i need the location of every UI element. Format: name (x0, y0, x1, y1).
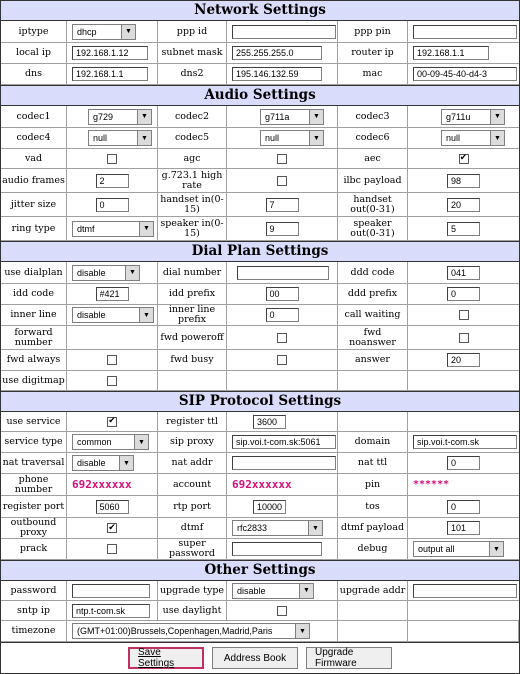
daylight-label: use daylight (158, 601, 227, 621)
regttl-label: register ttl (158, 412, 227, 432)
agc-label: agc (158, 149, 227, 169)
password-cell (67, 581, 158, 601)
useservice-checkbox[interactable]: ✔ (108, 416, 116, 426)
aec-label: aec (338, 149, 408, 169)
fwdalways-checkbox[interactable] (107, 355, 117, 365)
sipproxy-input[interactable] (232, 435, 336, 449)
upgradeaddr-input[interactable] (413, 584, 517, 598)
codec1-cell (67, 106, 158, 128)
chevron-down-icon: ▼ (489, 542, 503, 556)
codec2-select[interactable]: g711a ▼ (260, 109, 324, 125)
jitter-cell (67, 193, 158, 217)
mac-input[interactable] (413, 67, 517, 81)
ilbc-input[interactable] (447, 174, 480, 188)
fwdnum-cell (67, 326, 158, 350)
codec5-select[interactable]: null ▼ (260, 130, 324, 146)
upgradeaddr-cell (408, 581, 519, 601)
useservice-label: use service (1, 412, 67, 432)
empty-cell (338, 371, 408, 391)
aec-cell (408, 149, 519, 169)
rtpport-cell (227, 496, 338, 518)
ppppin-input[interactable] (413, 25, 517, 39)
domain-input[interactable] (413, 435, 517, 449)
save-settings-button[interactable]: Save Settings (128, 647, 204, 669)
sntp-input[interactable] (72, 604, 150, 618)
handsetout-input[interactable] (447, 198, 480, 212)
natttl-input[interactable] (447, 456, 480, 470)
nataddr-cell (227, 453, 338, 474)
timezone-label: timezone (1, 621, 67, 642)
debug-label: debug (338, 539, 408, 560)
dialnum-cell (227, 262, 338, 284)
fwdnoanswer-checkbox[interactable] (459, 333, 469, 343)
sntp-label: sntp ip (1, 601, 67, 621)
ddd-label: ddd code (338, 262, 408, 284)
tos-cell (408, 496, 519, 518)
iddprefix-cell (227, 284, 338, 305)
dns2-input[interactable] (232, 67, 322, 81)
chevron-down-icon: ▼ (137, 110, 151, 124)
chevron-down-icon: ▼ (125, 266, 139, 280)
fwdpoweroff-checkbox[interactable] (277, 333, 287, 343)
router-label: router ip (338, 43, 408, 64)
natttl-label: nat ttl (338, 453, 408, 474)
timezone-select[interactable]: (GMT+01:00)Brussels,Copenhagen,Madrid,Paris ▼ (72, 623, 310, 639)
speakerin-input[interactable] (266, 222, 299, 236)
dns2-cell (227, 64, 338, 85)
servicetype-cell (67, 432, 158, 453)
mac-label: mac (338, 64, 408, 85)
account-cell (227, 474, 338, 496)
chevron-down-icon: ▼ (308, 521, 322, 535)
codec3-select[interactable]: g711u ▼ (441, 109, 505, 125)
prack-cell (67, 539, 158, 560)
servicetype-label: service type (1, 432, 67, 453)
timezone-cell (67, 621, 338, 642)
phone-number-value: 692xxxxxx (72, 478, 132, 491)
nat-select[interactable]: disable ▼ (72, 455, 134, 471)
answer-cell (408, 350, 519, 371)
phone-label: phone number (1, 474, 67, 496)
address-book-button[interactable]: Address Book (212, 647, 298, 669)
speakerout-label: speaker out(0-31) (338, 217, 408, 241)
frames-label: audio frames (1, 169, 67, 193)
ddd-cell (408, 262, 519, 284)
inner-label: inner line (1, 305, 67, 326)
domain-label: domain (338, 432, 408, 453)
usedial-label: use dialplan (1, 262, 67, 284)
fwdnoanswer-label: fwd noanswer (338, 326, 408, 350)
section-network-title: Network Settings (1, 1, 519, 21)
phone-cell (67, 474, 158, 496)
section-audio-title: Audio Settings (1, 85, 519, 106)
chevron-down-icon: ▼ (139, 308, 153, 322)
ilbc-label: ilbc payload (338, 169, 408, 193)
regport-input[interactable] (96, 500, 129, 514)
chevron-down-icon: ▼ (309, 131, 323, 145)
tos-label: tos (338, 496, 408, 518)
pin-cell (408, 474, 519, 496)
subnet-label: subnet mask (158, 43, 227, 64)
innerprefix-cell (227, 305, 338, 326)
ddd-input[interactable] (447, 266, 480, 280)
mac-cell (408, 64, 519, 85)
empty-cell (408, 371, 519, 391)
ppppin-label: ppp pin (338, 21, 408, 43)
digitmap-cell (67, 371, 158, 391)
rtpport-input[interactable] (253, 500, 286, 514)
upgradeaddr-label: upgrade addr (338, 581, 408, 601)
frames-cell (67, 169, 158, 193)
codec1-select[interactable]: g729 ▼ (88, 109, 152, 125)
idd-cell (67, 284, 158, 305)
sipproxy-cell (227, 432, 338, 453)
dialnum-label: dial number (158, 262, 227, 284)
superpw-input[interactable] (232, 542, 322, 556)
vad-checkbox[interactable] (107, 154, 117, 164)
empty-cell (408, 621, 519, 642)
dns-label: dns (1, 64, 67, 85)
dns-cell (67, 64, 158, 85)
outbound-label: outbound proxy (1, 518, 67, 539)
callwait-label: call waiting (338, 305, 408, 326)
daylight-cell (227, 601, 338, 621)
handsetout-cell (408, 193, 519, 217)
daylight-checkbox[interactable] (277, 606, 287, 616)
fwdnum-label: forward number (1, 326, 67, 350)
codec5-label: codec5 (158, 128, 227, 149)
outbound-checkbox[interactable]: ✔ (108, 522, 116, 533)
g7231-cell (227, 169, 338, 193)
iptype-label: iptype (1, 21, 67, 43)
section-sip-title: SIP Protocol Settings (1, 391, 519, 412)
innerprefix-label: inner line prefix (158, 305, 227, 326)
nataddr-input[interactable] (232, 456, 336, 470)
speakerin-cell (227, 217, 338, 241)
ring-select[interactable]: dtmf ▼ (72, 221, 154, 237)
debug-select[interactable]: output all ▼ (413, 541, 504, 557)
chevron-down-icon: ▼ (490, 110, 504, 124)
section-dialplan-title: Dial Plan Settings (1, 241, 519, 262)
sip-grid (1, 412, 519, 560)
codec4-cell (67, 128, 158, 149)
empty-cell (338, 621, 408, 642)
codec4-label: codec4 (1, 128, 67, 149)
dtmfpayload-cell (408, 518, 519, 539)
subnet-input[interactable] (232, 46, 322, 60)
servicetype-select[interactable]: common ▼ (72, 434, 149, 450)
regttl-input[interactable] (253, 415, 286, 429)
audio-grid (1, 106, 519, 241)
regport-label: register port (1, 496, 67, 518)
chevron-down-icon: ▼ (121, 25, 135, 39)
chevron-down-icon: ▼ (309, 110, 323, 124)
usedial-select[interactable]: disable ▼ (72, 265, 140, 281)
inner-select[interactable]: disable ▼ (72, 307, 154, 323)
network-grid (1, 21, 519, 85)
fwdbusy-label: fwd busy (158, 350, 227, 371)
usedial-cell (67, 262, 158, 284)
jitter-input[interactable] (96, 198, 129, 212)
pppid-input[interactable] (232, 25, 336, 39)
chevron-down-icon: ▼ (295, 624, 309, 638)
g7231-label: g.723.1 high rate (158, 169, 227, 193)
password-input[interactable] (72, 584, 150, 598)
fwdnoanswer-cell (408, 326, 519, 350)
prack-label: prack (1, 539, 67, 560)
dns-input[interactable] (72, 67, 148, 81)
fwdbusy-checkbox[interactable] (277, 355, 287, 365)
fwdalways-cell (67, 350, 158, 371)
nataddr-label: nat addr (158, 453, 227, 474)
account-label: account (158, 474, 227, 496)
empty-cell (338, 601, 408, 621)
router-input[interactable] (413, 46, 489, 60)
superpw-label: super password (158, 539, 227, 560)
frames-input[interactable] (96, 174, 129, 188)
speakerin-label: speaker in(0-15) (158, 217, 227, 241)
localip-cell (67, 43, 158, 64)
dtmf-label: dtmf (158, 518, 227, 539)
handsetin-input[interactable] (266, 198, 299, 212)
digitmap-label: use digitmap (1, 371, 67, 391)
handsetin-cell (227, 193, 338, 217)
subnet-cell (227, 43, 338, 64)
vad-cell (67, 149, 158, 169)
chevron-down-icon: ▼ (490, 131, 504, 145)
innerprefix-input[interactable] (266, 308, 299, 322)
dialplan-grid (1, 262, 519, 391)
handsetout-label: handset out(0-31) (338, 193, 408, 217)
chevron-down-icon: ▼ (119, 456, 133, 470)
regport-cell (67, 496, 158, 518)
agc-cell (227, 149, 338, 169)
router-cell (408, 43, 519, 64)
codec3-cell (408, 106, 519, 128)
dddprefix-cell (408, 284, 519, 305)
button-row (1, 642, 519, 673)
iptype-select[interactable]: dhcp ▼ (72, 24, 136, 40)
dtmfpayload-label: dtmf payload (338, 518, 408, 539)
localip-label: local ip (1, 43, 67, 64)
jitter-label: jitter size (1, 193, 67, 217)
empty-cell (227, 371, 338, 391)
idd-input[interactable] (96, 287, 129, 301)
sntp-cell (67, 601, 158, 621)
ppppin-cell (408, 21, 519, 43)
dddprefix-input[interactable] (447, 287, 480, 301)
empty-cell (158, 371, 227, 391)
other-grid (1, 581, 519, 642)
useservice-cell (67, 412, 158, 432)
g7231-checkbox[interactable] (277, 176, 287, 186)
nat-label: nat traversal (1, 453, 67, 474)
prack-checkbox[interactable] (107, 544, 117, 554)
codec4-select[interactable]: null ▼ (88, 130, 152, 146)
pin-label: pin (338, 474, 408, 496)
upgradetype-label: upgrade type (158, 581, 227, 601)
chevron-down-icon: ▼ (139, 222, 153, 236)
account-value: 692xxxxxx (232, 478, 292, 491)
nat-cell (67, 453, 158, 474)
inner-cell (67, 305, 158, 326)
sipproxy-label: sip proxy (158, 432, 227, 453)
speakerout-cell (408, 217, 519, 241)
pppid-label: ppp id (158, 21, 227, 43)
codec1-label: codec1 (1, 106, 67, 128)
digitmap-checkbox[interactable] (107, 376, 117, 386)
chevron-down-icon: ▼ (299, 584, 313, 598)
tos-input[interactable] (447, 500, 480, 514)
empty-cell (408, 412, 519, 432)
regttl-cell (227, 412, 338, 432)
fwdalways-label: fwd always (1, 350, 67, 371)
handsetin-label: handset in(0-15) (158, 193, 227, 217)
upgradetype-cell (227, 581, 338, 601)
rtpport-label: rtp port (158, 496, 227, 518)
codec6-select[interactable]: null ▼ (441, 130, 505, 146)
debug-cell (408, 539, 519, 560)
callwait-checkbox[interactable] (459, 310, 469, 320)
answer-label: answer (338, 350, 408, 371)
idd-label: idd code (1, 284, 67, 305)
dialnum-input[interactable] (237, 266, 329, 280)
upgrade-firmware-button[interactable]: Upgrade Firmware (306, 647, 392, 669)
empty-cell (408, 601, 519, 621)
codec2-cell (227, 106, 338, 128)
localip-input[interactable] (72, 46, 148, 60)
codec5-cell (227, 128, 338, 149)
speakerout-input[interactable] (447, 222, 480, 236)
natttl-cell (408, 453, 519, 474)
dddprefix-label: ddd prefix (338, 284, 408, 305)
fwdbusy-cell (227, 350, 338, 371)
superpw-cell (227, 539, 338, 560)
chevron-down-icon: ▼ (134, 435, 148, 449)
ring-label: ring type (1, 217, 67, 241)
password-label: password (1, 581, 67, 601)
agc-checkbox[interactable] (277, 154, 287, 164)
iddprefix-label: idd prefix (158, 284, 227, 305)
dtmf-cell (227, 518, 338, 539)
outbound-cell (67, 518, 158, 539)
fwdpoweroff-label: fwd poweroff (158, 326, 227, 350)
dtmfpayload-input[interactable] (447, 521, 480, 535)
ilbc-cell (408, 169, 519, 193)
vad-label: vad (1, 149, 67, 169)
codec6-label: codec6 (338, 128, 408, 149)
iddprefix-input[interactable] (266, 287, 299, 301)
callwait-cell (408, 305, 519, 326)
codec6-cell (408, 128, 519, 149)
pin-value: ****** (413, 479, 450, 490)
upgradetype-select[interactable]: disable ▼ (232, 583, 314, 599)
pppid-cell (227, 21, 338, 43)
chevron-down-icon: ▼ (137, 131, 151, 145)
aec-checkbox[interactable]: ✔ (459, 153, 468, 163)
dns2-label: dns2 (158, 64, 227, 85)
domain-cell (408, 432, 519, 453)
dtmf-select[interactable]: rfc2833 ▼ (232, 520, 323, 536)
codec2-label: codec2 (158, 106, 227, 128)
empty-cell (338, 412, 408, 432)
fwdpoweroff-cell (227, 326, 338, 350)
codec3-label: codec3 (338, 106, 408, 128)
ring-cell (67, 217, 158, 241)
section-other-title: Other Settings (1, 560, 519, 581)
answer-input[interactable] (447, 353, 480, 367)
iptype-cell (67, 21, 158, 43)
